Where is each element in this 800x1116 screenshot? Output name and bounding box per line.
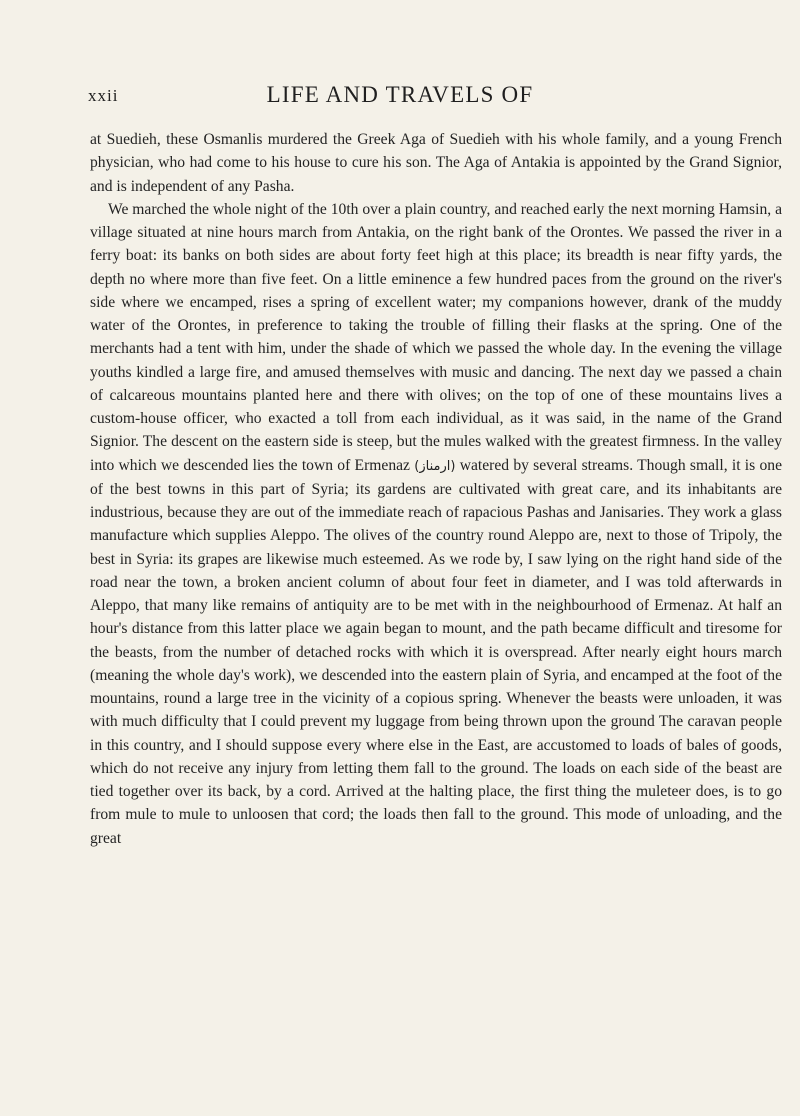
paragraph-2-part-2: watered by several streams. Though small, it is one of the best towns in this part of Syria; its gardens are cultivated with great care, and its inhabitants are industrious, because they are out of the immediate reach of rapacious Pashas and Janisaries. They work a glass manufacture which supplies Aleppo. The olives of the country round Aleppo are, next to those of Tripoly, the best in Syria: its grapes are likewise much esteemed. As we rode by, I saw lying on the right hand side of the road near the town, a broken ancient column of about four feet in diameter, and I was told afterwards in Aleppo, that many like remains of antiquity are to be met with in the neighbourhood of Ermenaz. At half an hour's distance from this latter place we again began to mount, and the path became difficult and tiresome for the beasts, from the number of detached rocks with which it is overspread. After nearly eight hours march (meaning the whole day's work), we descended into the eastern plain of Syria, and encamped at the foot of the mountains, round a large tree in the vicinity of a copious spring. Whenever the beasts were unloaden, it was with much difficulty that I could prevent my luggage from being thrown upon the ground The caravan people in this country, and I should suppose every where else in the East, are accustomed to loads of bales of goods, which do not receive any injury from letting them fall to the ground. The loads on each side of the beast are tied together over its back, by a cord. Arrived at the halting place, the first thing the muleteer does, is to go from mule to mule to unloosen that cord; the loads then fall to the ground. This mode of unloading, and the great xyxy=(90,456,782,847)
paragraph-1: at Suedieh, these Osmanlis murdered the Greek Aga of Suedieh with his whole family, and a young French physician, who had come to his house to cure his son. The Aga of Antakia is appointed by the Grand Signior, and is independent of any Pasha. xyxy=(90,131,782,195)
body-text xyxy=(90,128,782,850)
arabic-place-name: (ارمناز) xyxy=(414,458,456,474)
paragraph-2 xyxy=(90,198,782,850)
paragraph-2-part-1: We marched the whole night of the 10th over a plain country, and reached early the next morning Hamsin, a village situated at nine hours march from Antakia, on the right bank of the Orontes. We passed the river in a ferry boat: its banks on both sides are about forty feet high at this place; its breadth is near fifty yards, the depth no where more than five feet. On a little eminence a few hundred paces from the ground on the river's side where we encamped, rises a spring of excellent water; my companions however, drank of the muddy water of the Orontes, in preference to taking the trouble of filling their flasks at the spring. One of the merchants had a tent with him, under the shade of which we passed the whole day. In the evening the village youths kindled a large fire, and amused themselves with music and dancing. The next day we passed a chain of calcareous mountains planted here and there with olives; on the top of one of these mountains lives a custom-house officer, who exacted a toll from each individual, as it was said, in the name of the Grand Signior. The descent on the eastern side is steep, but the mules walked with the greatest firmness. In the valley into which we descended lies the town of Ermenaz xyxy=(90,200,782,474)
running-head: LIFE AND TRAVELS OF xyxy=(266,82,534,107)
page-header xyxy=(0,82,800,112)
page-number: xxii xyxy=(88,86,119,105)
